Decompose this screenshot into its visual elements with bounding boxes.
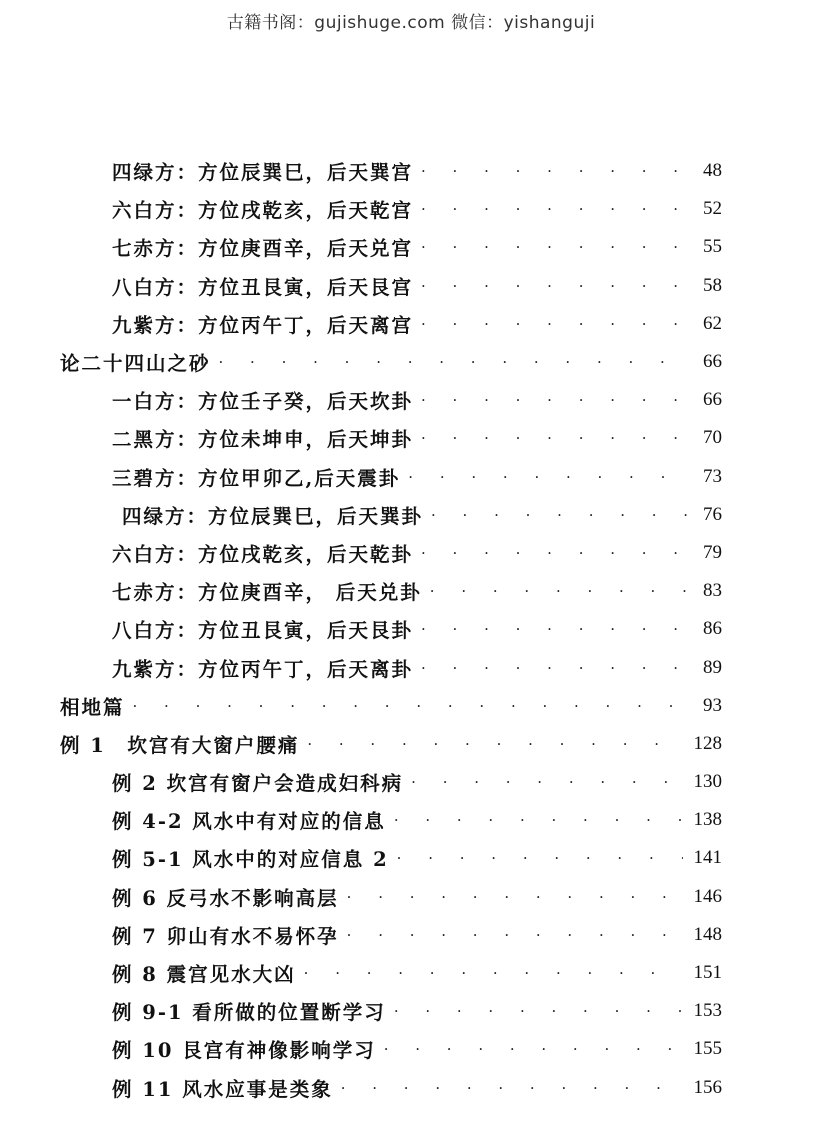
toc-entry[interactable] (0, 687, 822, 725)
toc-dot-leader (384, 1040, 683, 1058)
toc-entry-title: 例 7 卯山有水不易怀孕 (112, 924, 339, 948)
toc-dot-leader (421, 238, 693, 256)
toc-entry[interactable] (0, 1030, 822, 1068)
toc-dot-leader (421, 391, 693, 409)
toc-entry[interactable] (0, 839, 822, 877)
toc-page-number: 86 (703, 618, 722, 640)
toc-entry[interactable] (0, 267, 822, 305)
toc-entry-title: 例 10 艮宫有神像影响学习 (112, 1039, 376, 1063)
toc-dot-leader (304, 964, 683, 982)
toc-entry[interactable] (0, 343, 822, 381)
toc-entry-title: 四绿方：方位辰巽巳，后天巽宫 (112, 161, 414, 185)
toc-entry-title: 例 8 震宫见水大凶 (112, 963, 296, 987)
toc-entry-title: 例 5-1 风水中的对应信息 2 (112, 848, 389, 872)
toc-entry-title: 一白方：方位壬子癸，后天坎卦 (112, 390, 414, 414)
toc-entry-title: 例 9-1 看所做的位置断学习 (112, 1001, 386, 1025)
toc-entry[interactable] (0, 381, 822, 419)
toc-entry[interactable] (0, 648, 822, 686)
toc-entry-title: 二黑方：方位未坤申，后天坤卦 (112, 428, 414, 452)
toc-page-number: 156 (693, 1076, 722, 1098)
toc-dot-leader (394, 811, 683, 829)
toc-dot-leader (421, 315, 693, 333)
toc-page-number: 155 (693, 1038, 722, 1060)
toc-entry[interactable] (0, 534, 822, 572)
toc-page-number: 130 (693, 771, 722, 793)
toc-dot-leader (133, 697, 693, 715)
toc-entry-title: 例 4-2 风水中有对应的信息 (112, 810, 386, 834)
toc-entry-title: 例 1 坎宫有大窗户腰痛 (60, 733, 300, 757)
toc-entry[interactable] (0, 954, 822, 992)
toc-page-number: 55 (703, 236, 722, 258)
toc-entry[interactable] (0, 1069, 822, 1107)
toc-dot-leader (347, 888, 683, 906)
toc-entry-title: 九紫方：方位丙午丁，后天离卦 (112, 657, 414, 681)
toc-page-number: 52 (703, 198, 722, 220)
toc-dot-leader (397, 849, 683, 867)
toc-entry[interactable] (0, 878, 822, 916)
watermark-text: 古籍书阁：gujishuge.com 微信：yishanguji (226, 13, 596, 33)
toc-entry-title: 八白方：方位丑艮寅，后天艮卦 (112, 619, 414, 643)
toc-entry-title: 相地篇 (60, 695, 125, 719)
toc-entry[interactable] (0, 228, 822, 266)
toc-entry[interactable] (0, 725, 822, 763)
toc-dot-leader (411, 773, 683, 791)
toc-entry-title: 七赤方：方位庚酉辛，后天兑宫 (112, 237, 414, 261)
toc-entry-title: 八白方：方位丑艮寅，后天艮宫 (112, 275, 414, 299)
toc-dot-leader (394, 1002, 683, 1020)
toc-entry[interactable] (0, 152, 822, 190)
toc-page-number: 146 (693, 885, 722, 907)
toc-dot-leader (421, 200, 693, 218)
toc-entry[interactable] (0, 992, 822, 1030)
toc-entry[interactable] (0, 190, 822, 228)
toc-entry-title: 论二十四山之砂 (60, 352, 211, 376)
toc-dot-leader (347, 926, 683, 944)
toc-dot-leader (421, 659, 693, 677)
toc-entry[interactable] (0, 496, 822, 534)
toc-page-number: 128 (693, 732, 722, 754)
toc-entry-title: 六白方：方位戌乾亥，后天乾宫 (112, 199, 414, 223)
toc-entry-title: 三碧方：方位甲卯乙,后天震卦 (112, 466, 401, 490)
toc-dot-leader (421, 429, 693, 447)
toc-page-number: 48 (703, 160, 722, 182)
toc-entry-title: 四绿方：方位辰巽巳，后天巽卦 (122, 504, 424, 528)
toc-entry-title: 例 6 反弓水不影响高层 (112, 886, 339, 910)
toc-entry[interactable] (0, 458, 822, 496)
toc-page-number: 141 (693, 847, 722, 869)
toc-entry-title: 六白方：方位戌乾亥，后天乾卦 (112, 542, 414, 566)
toc-dot-leader (219, 353, 693, 371)
toc-page-number: 66 (703, 389, 722, 411)
toc-dot-leader (307, 735, 683, 753)
toc-entry-title: 例 2 坎宫有窗户会造成妇科病 (112, 772, 404, 796)
toc-dot-leader (421, 277, 693, 295)
toc-entry[interactable] (0, 419, 822, 457)
toc-page-number: 66 (703, 351, 722, 373)
toc-entry[interactable] (0, 801, 822, 839)
toc-dot-leader (341, 1079, 683, 1097)
toc-dot-leader (421, 162, 693, 180)
toc-entry[interactable] (0, 916, 822, 954)
toc-entry[interactable] (0, 763, 822, 801)
toc-entry[interactable] (0, 305, 822, 343)
toc-entry-title: 七赤方：方位庚酉辛， 后天兑卦 (112, 581, 422, 605)
toc-page-number: 70 (703, 427, 722, 449)
toc-page-number: 73 (703, 465, 722, 487)
toc-page-number: 148 (693, 923, 722, 945)
toc-page-number: 151 (693, 962, 722, 984)
toc-page-number: 138 (693, 809, 722, 831)
toc-page-number: 93 (703, 694, 722, 716)
toc-entry-title: 例 11 风水应事是类象 (112, 1077, 333, 1101)
toc-page-number: 79 (703, 541, 722, 563)
toc-entry[interactable] (0, 572, 822, 610)
toc-page-number: 83 (703, 580, 722, 602)
toc-dot-leader (421, 544, 693, 562)
toc-page-number: 58 (703, 274, 722, 296)
table-of-contents (0, 152, 822, 1107)
toc-dot-leader (421, 620, 693, 638)
toc-page-number: 62 (703, 312, 722, 334)
toc-page-number: 76 (703, 503, 722, 525)
toc-entry-title: 九紫方：方位丙午丁，后天离宫 (112, 313, 414, 337)
toc-page-number: 153 (693, 1000, 722, 1022)
toc-entry[interactable] (0, 610, 822, 648)
toc-dot-leader (430, 582, 693, 600)
toc-page-number: 89 (703, 656, 722, 678)
toc-dot-leader (431, 506, 693, 524)
toc-dot-leader (408, 468, 693, 486)
